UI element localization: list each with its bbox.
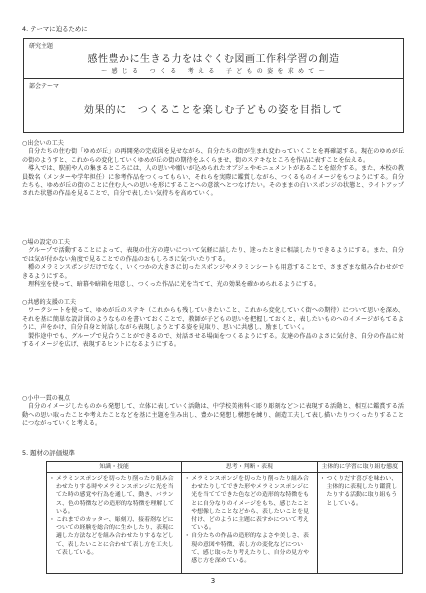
section-continuity xyxy=(22,395,404,429)
division-theme-title: 効果的に つくることを楽しむ子どもの姿を目指して xyxy=(83,105,344,116)
paragraph: 自分たちの住む街「ゆめが丘」の再開発の完成図を見せながら、自分たちの街が生まれ変わっていくことを再確認する。現在のゆめが丘の街のようすと、これからの変化していくゆめが丘の街の期待をふくらませ、街のステキなところを作品に表すことを伝える。 xyxy=(22,148,404,164)
criterion-item: ・ これまでのカッター、彫刻刀、接着剤などについての経験を総合的に生かしたり、表現に適した方法などを組み合わせたりするなどして、表したいことに合わせて表し方を工夫して表している。 xyxy=(50,516,178,557)
section-subheading: ○小中一貫の視点 xyxy=(22,395,70,402)
section-subheading: ○共感的支援の工夫 xyxy=(22,299,77,306)
theme-box xyxy=(23,38,404,133)
section-subheading: ○場の設定の工夫 xyxy=(22,239,70,246)
paragraph: ワークシートを使って、ゆめが丘のステキ（これからも残していきたいこと、これから変化していく街への期待）について思いを深め、それを基に簡単な設計図のようなものを書いておくことで、教師が子どもの思いを把握しておくと、表したいものへのイメージがもてるように、声をかけ、自分自身と対話しながら表現しようとする姿を見取り、思いに共感し、励ましていく。 xyxy=(22,307,404,332)
criterion-item: ・ つくりだす喜びを味わい、主体的に表現したり鑑賞したりする活動に取り組もうとしている。 xyxy=(321,475,399,508)
research-theme-subtitle: ～ 感 じ る つ く る 考 え る 子 ど も の 姿 を 求 め て ～ xyxy=(101,68,326,75)
section-encounter xyxy=(22,140,404,199)
criterion-item: ・ メラミンスポンジを切ったり削ったり組み合わせたりする時やメラミンスポンジに光を当てた時の感覚や行為を通して、動き、バランス、色の特徴などの造形的な特徴を理解している。 xyxy=(50,475,178,516)
paragraph: 導入では、駅前や人の集まるところには、人の思いや願いが込められたオブジェやモニュメントがあることを紹介する。また、本校の教員数名（メンターや学年担任）に参考作品をつくってもらい、それらを実際に鑑賞しながら、つくるものイメージをもつようにする。自分たちも、ゆめが丘の街のことに住む人への思いを形にすることへの意欲へとつなげたい。そのままの白いスポンジの状態と、ライトアップされた状態の作品を見ることで、自分で表したい気持ちを高めていく。 xyxy=(22,165,404,198)
section-heading: 5. 題材の評価規準 xyxy=(22,449,75,457)
header-knowledge: 知識・技能 xyxy=(47,462,182,473)
paragraph: 理科室を使って、暗幕や暗箱を用意し、つくった作品に光を当てて、光の効果を確かめられるようにする。 xyxy=(28,281,321,289)
paragraph: 製作途中でも、グループで見合うことができるので、対話させる場面をつくるようにする。友達の作品のよさに気付き、自分の作品に対するイメージを広げ、表現するヒントになるようにする。 xyxy=(22,332,404,349)
paragraph: 自分のイメージしたものから発想して、立体に表していく活動は、中学校美術科＜彫り彫刻など＞に表現する活動と、相互に鑑賞する活動への思い取ったことや考えたことなどを基に主題を生み出し、豊かに発想し構想を練り、創造工夫して表し描いたりつくったりすることにつながっていくと考える。 xyxy=(22,403,404,428)
division-theme-label: 部会テーマ xyxy=(29,83,60,90)
section-heading: 4. テーマに迫るために xyxy=(22,25,88,33)
cell-attitude xyxy=(317,473,402,574)
paragraph: グループで活動することによって、表現の仕方の違いについて気軽に話したり、迷ったときに相談したりできるようにする。また、自分では気が付かない角度で見ることでの作品のおもしろさに気づいたりする。 xyxy=(22,247,404,263)
cell-knowledge xyxy=(47,473,182,574)
page-number: 3 xyxy=(210,577,216,585)
header-thinking: 思考・判断・表現 xyxy=(182,462,317,473)
paragraph: 種のメラミンスポンジだけでなく、いくつかの大きさに切ったスポンジやメラミンシートも用意することで、さまざまな組み合わせができるようにする。 xyxy=(22,264,404,280)
header-attitude: 主体的に学習に取り組む態度 xyxy=(317,462,402,473)
section-support xyxy=(22,299,404,349)
section-subheading: ○出会いの工夫 xyxy=(22,140,64,147)
evaluation-table xyxy=(46,461,403,574)
research-theme-title: 感性豊かに生きる力をはぐくむ図画工作科学習の創造 xyxy=(87,54,340,65)
research-theme-label: 研究主題 xyxy=(29,43,54,50)
section-setting xyxy=(22,239,404,289)
division-theme-row xyxy=(24,79,403,133)
criterion-item: ・ 自分たちの作品の造形的なよさや美しさ、表現の意図や特徴、表し方の変化などについて、感じ取ったり考えたりし、自分の見方や感じ方を深めている。 xyxy=(185,532,313,565)
criterion-item: ・ メラミンスポンジを切ったり削ったり組み合わせたりしてできた形やメラミンスポンジに光を当ててできた色などの造形的な特徴をもとに自分なりのイメージをもち、感じたことや想像したことなどから、表したいことを見付け、どのように主題に表すかについて考えている。 xyxy=(185,475,313,532)
cell-thinking xyxy=(182,473,317,574)
research-theme-row xyxy=(24,39,403,79)
